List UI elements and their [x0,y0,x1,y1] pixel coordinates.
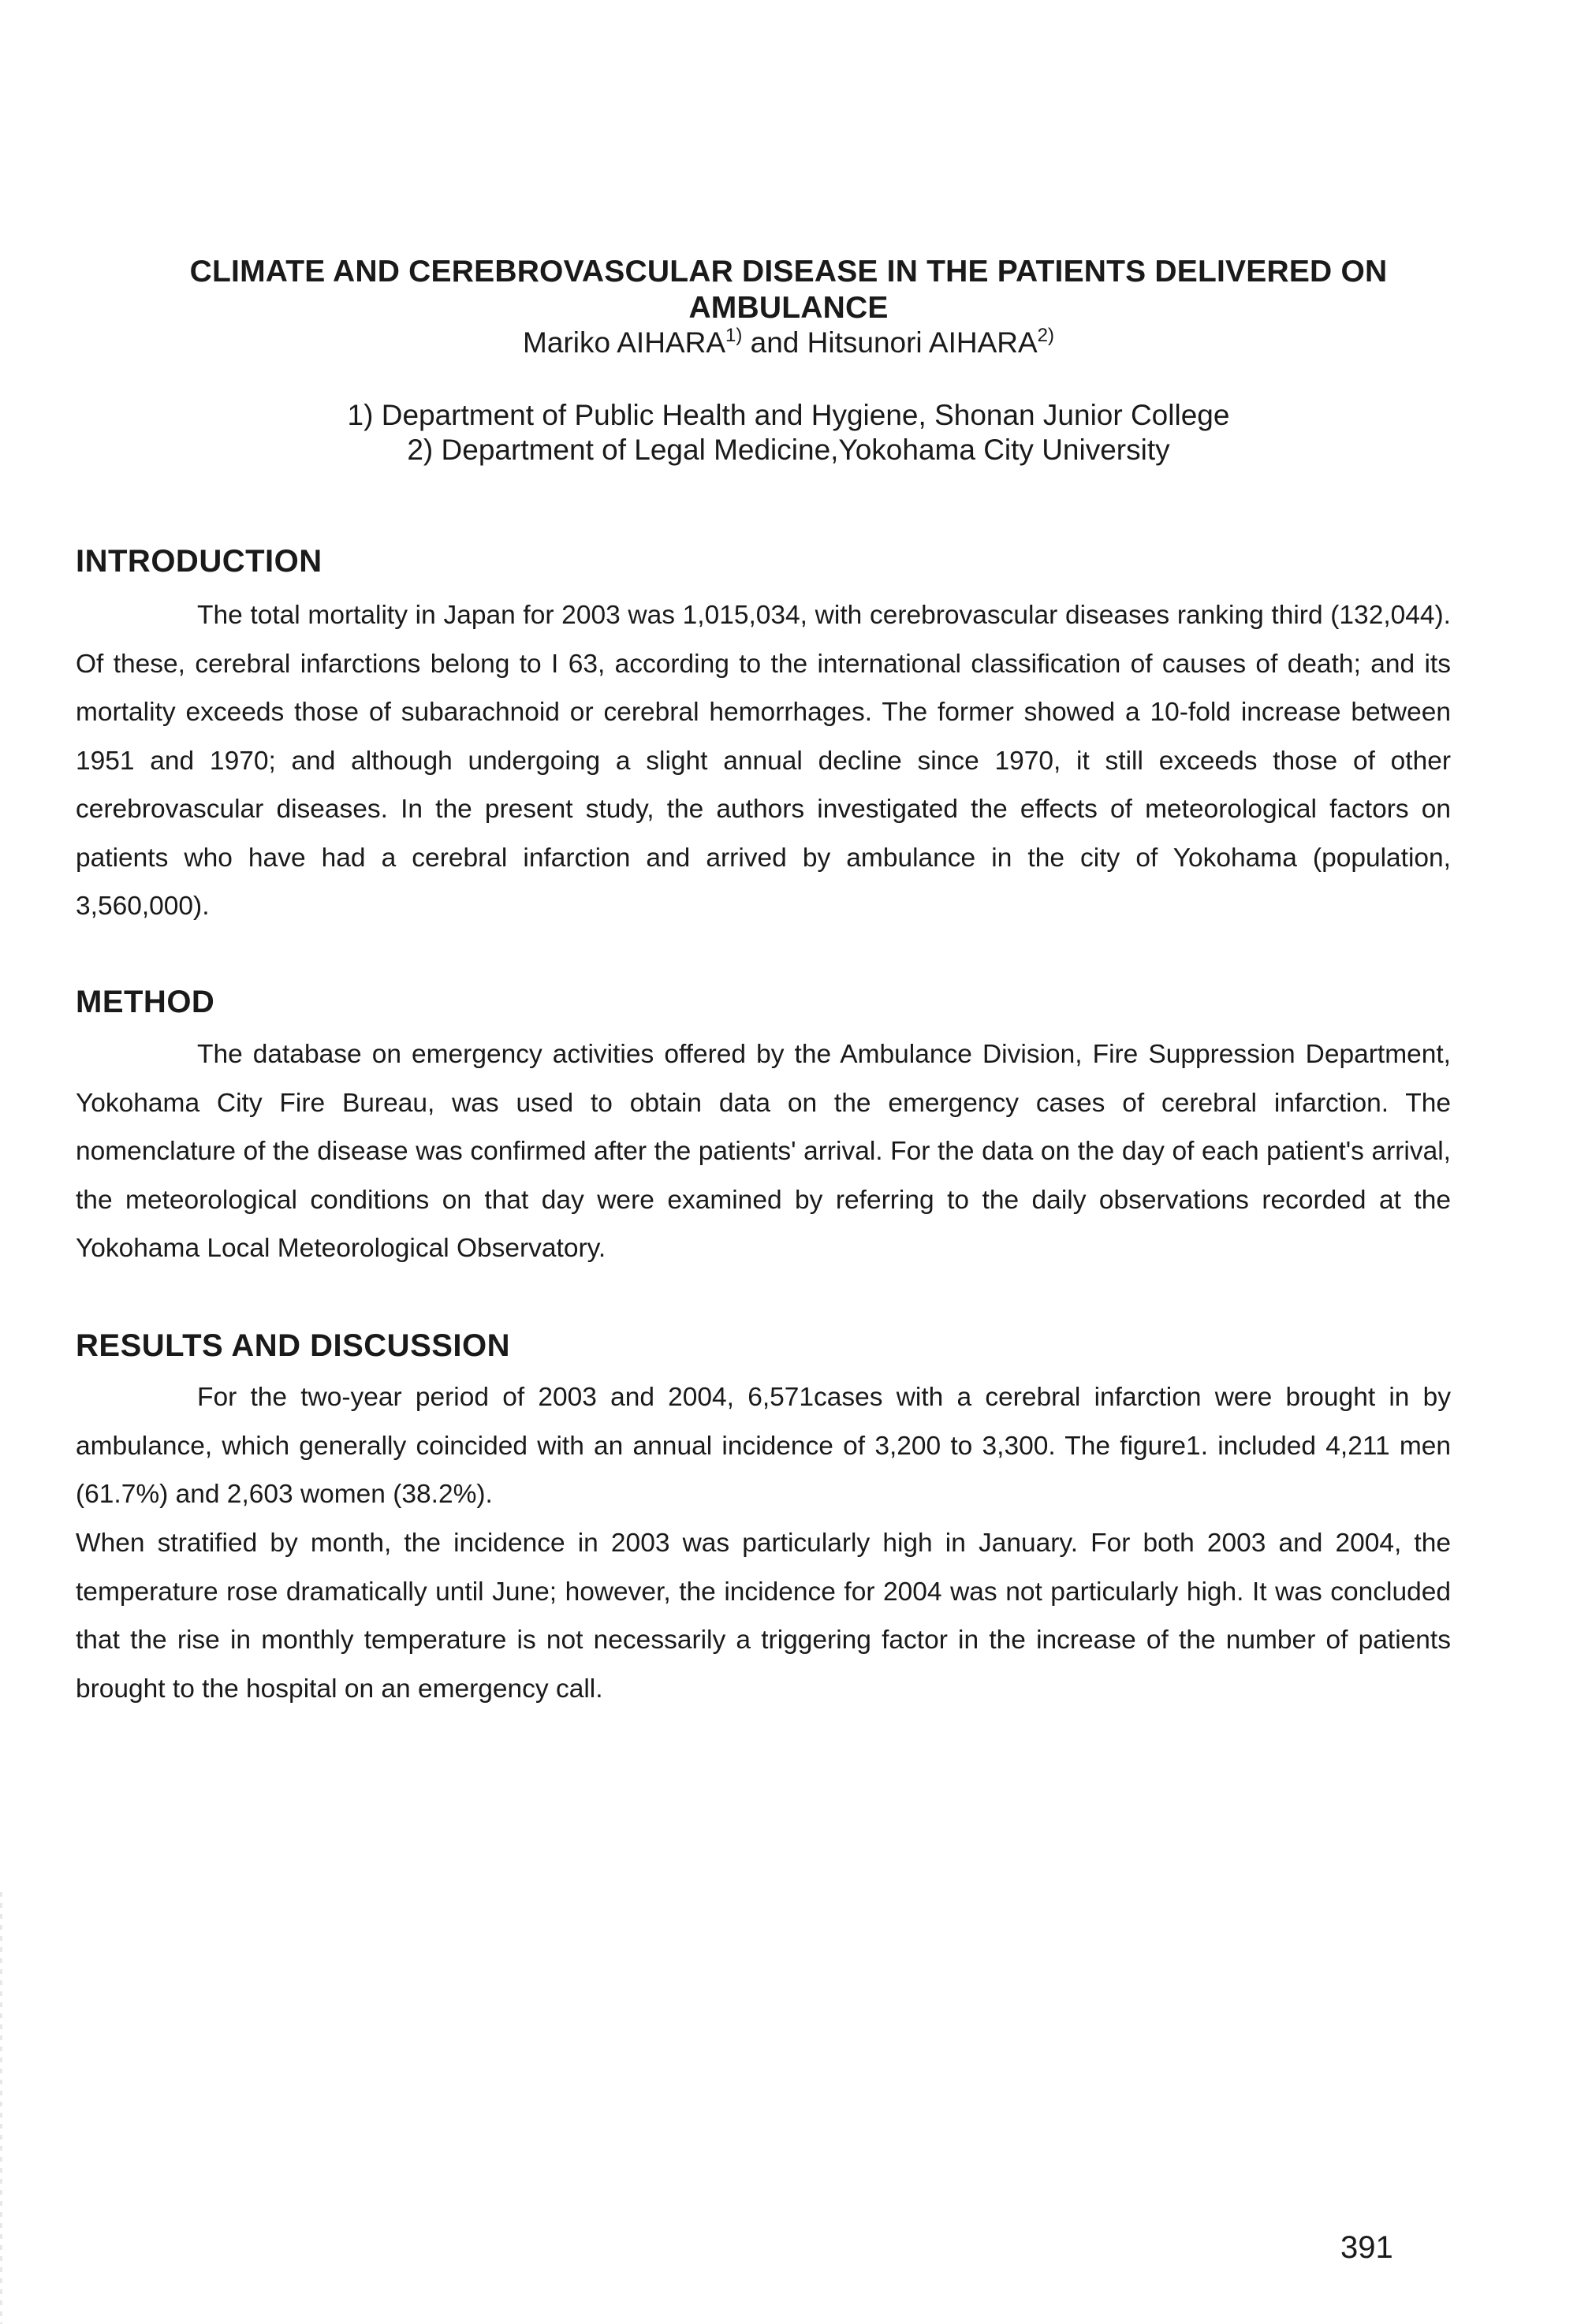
author-1-name: Mariko AIHARA [523,326,726,359]
introduction-paragraph: The total mortality in Japan for 2003 was 1,015,034, with cerebrovascular diseases ranking third (132,044). Of these, cerebral infarctions belong to I 63, according to the international classification of causes of death; and its mortality exceeds those of subarachnoid or cerebral hemorrhages. The former showed a 10-fold increase between 1951 and 1970; and although undergoing a slight annual decline since 1970, it still exceeds those of other cerebrovascular diseases. In the present study, the authors investigated the effects of meteorological factors on patients who have had a cerebral infarction and arrived by ambulance in the city of Yokohama (population, 3,560,000). [76,601,1451,921]
method-paragraph: The database on emergency activities offered by the Ambulance Division, Fire Suppression Department, Yokohama City Fire Bureau, was used to obtain data on the emergency cases of cerebral infarction. The nomenclature of the disease was confirmed after the patients' arrival. For the data on the day of each patient's arrival, the meteorological conditions on that day were examined by referring to the daily observations recorded at the Yokohama Local Meteorological Observatory. [76,1040,1451,1263]
affiliation-2: 2) Department of Legal Medicine,Yokohama City University [407,434,1170,466]
method-heading: METHOD [76,985,215,1019]
author-1-affiliation-mark: 1) [725,325,743,346]
results-paragraph-2: When stratified by month, the incidence in 2003 was particularly high in January. For both 2003 and 2004, the temperature rose dramatically until June; however, the incidence for 2004 was not particularly high. It was concluded that the rise in monthly temperature is not necessarily a triggering factor in the increase of the number of patients brought to the hospital on an emergency call. [76,1529,1451,1704]
paper-title-line-1: CLIMATE AND CEREBROVASCULAR DISEASE IN THE PATIENTS DELIVERED ON [189,255,1388,289]
affiliation-1: 1) Department of Public Health and Hygiene, Shonan Junior College [347,399,1230,431]
author-line [63,325,1514,361]
results-heading: RESULTS AND DISCUSSION [76,1328,511,1363]
page-number: 391 [1340,2230,1393,2265]
author-2-name: Hitsunori AIHARA [807,326,1038,359]
scan-edge-artifact [0,1892,2,2324]
author-conjunction: and [750,326,800,359]
paper-title-line-2: AMBULANCE [688,291,889,325]
author-2-affiliation-mark: 2) [1037,325,1054,346]
results-paragraph-1: For the two-year period of 2003 and 2004, 6,571cases with a cerebral infarction were brought in by ambulance, which generally coincided with an annual incidence of 3,200 to 3,300. The figure1. included 4,211 men (61.7%) and 2,603 women (38.2%). [76,1383,1451,1509]
introduction-heading: INTRODUCTION [76,544,322,579]
